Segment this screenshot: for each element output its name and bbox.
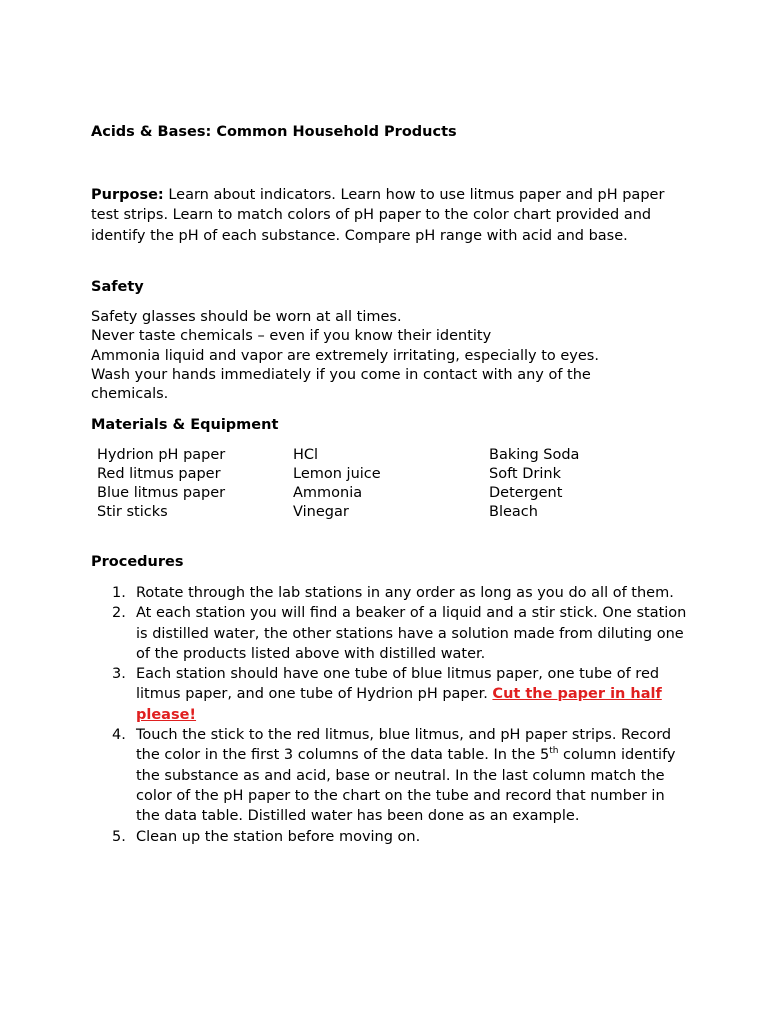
step-number: 5. bbox=[112, 828, 126, 845]
materials-column-1 bbox=[97, 446, 225, 522]
step-text: At each station you will find a beaker of a liquid and a stir stick. One station is distilled water, the other stations have a solution made from diluting one of the products listed above with distilled water. bbox=[136, 605, 687, 662]
material-item: Ammonia bbox=[293, 485, 363, 501]
step-number: 4. bbox=[112, 727, 126, 744]
material-item: Vinegar bbox=[293, 504, 349, 520]
step-text: Each station should have one tube of blue litmus paper, one tube of red litmus paper, and one tube of Hydrion pH paper. bbox=[136, 666, 660, 703]
step-text: Touch the stick to the red litmus, blue litmus, and pH paper strips. Record the color in the first 3 columns of the data table. In the 5 bbox=[136, 727, 672, 764]
material-item: Detergent bbox=[489, 485, 563, 501]
material-item: Baking Soda bbox=[489, 447, 580, 463]
purpose-paragraph bbox=[91, 185, 691, 246]
step-text: Rotate through the lab stations in any order as long as you do all of them. bbox=[136, 585, 674, 601]
material-item: Blue litmus paper bbox=[97, 485, 226, 501]
safety-line: Wash your hands immediately if you come in contact with any of the bbox=[91, 366, 591, 383]
materials-column-3 bbox=[489, 446, 579, 522]
procedure-step bbox=[91, 583, 691, 603]
safety-heading: Safety bbox=[91, 279, 144, 295]
safety-line: Never taste chemicals – even if you know their identity bbox=[91, 328, 492, 345]
step-number: 2. bbox=[112, 605, 126, 622]
material-item: Stir sticks bbox=[97, 504, 168, 520]
step-number: 3. bbox=[112, 666, 126, 683]
safety-section bbox=[91, 308, 691, 404]
materials-heading: Materials & Equipment bbox=[91, 417, 279, 433]
procedure-step bbox=[91, 603, 691, 664]
procedure-step bbox=[91, 725, 691, 826]
procedures-heading: Procedures bbox=[91, 554, 184, 570]
material-item: Lemon juice bbox=[293, 466, 381, 482]
step-text-continued: column identify the substance as and acid, base or neutral. In the last column match the color of the pH paper to the chart on the tube and record that number in the data table. Distilled water has been done as an example. bbox=[136, 747, 676, 825]
procedure-step bbox=[91, 827, 691, 847]
safety-line: Ammonia liquid and vapor are extremely irritating, especially to eyes. bbox=[91, 347, 599, 364]
safety-line: Safety glasses should be worn at all times. bbox=[91, 309, 402, 325]
step-number: 1. bbox=[112, 585, 126, 601]
material-item: HCl bbox=[293, 447, 319, 463]
procedures-list bbox=[91, 583, 691, 847]
safety-line: chemicals. bbox=[91, 386, 169, 403]
material-item: Hydrion pH paper bbox=[97, 447, 226, 463]
material-item: Soft Drink bbox=[489, 466, 561, 482]
step-text: Clean up the station before moving on. bbox=[136, 828, 421, 845]
material-item: Bleach bbox=[489, 504, 538, 520]
purpose-text: Learn about indicators. Learn how to use litmus paper and pH paper test strips. Learn to match colors of pH paper to the color chart provided and identify the pH of each substance. Compare pH range with acid and base. bbox=[91, 187, 665, 244]
materials-column-2 bbox=[293, 446, 381, 522]
material-item: Red litmus paper bbox=[97, 466, 221, 482]
purpose-label: Purpose: bbox=[91, 187, 164, 203]
document-title: Acids & Bases: Common Household Products bbox=[91, 124, 457, 140]
cut-paper-emphasis: Cut the paper in half please! bbox=[136, 686, 662, 723]
superscript-th: th bbox=[549, 746, 559, 757]
procedure-step bbox=[91, 664, 691, 725]
